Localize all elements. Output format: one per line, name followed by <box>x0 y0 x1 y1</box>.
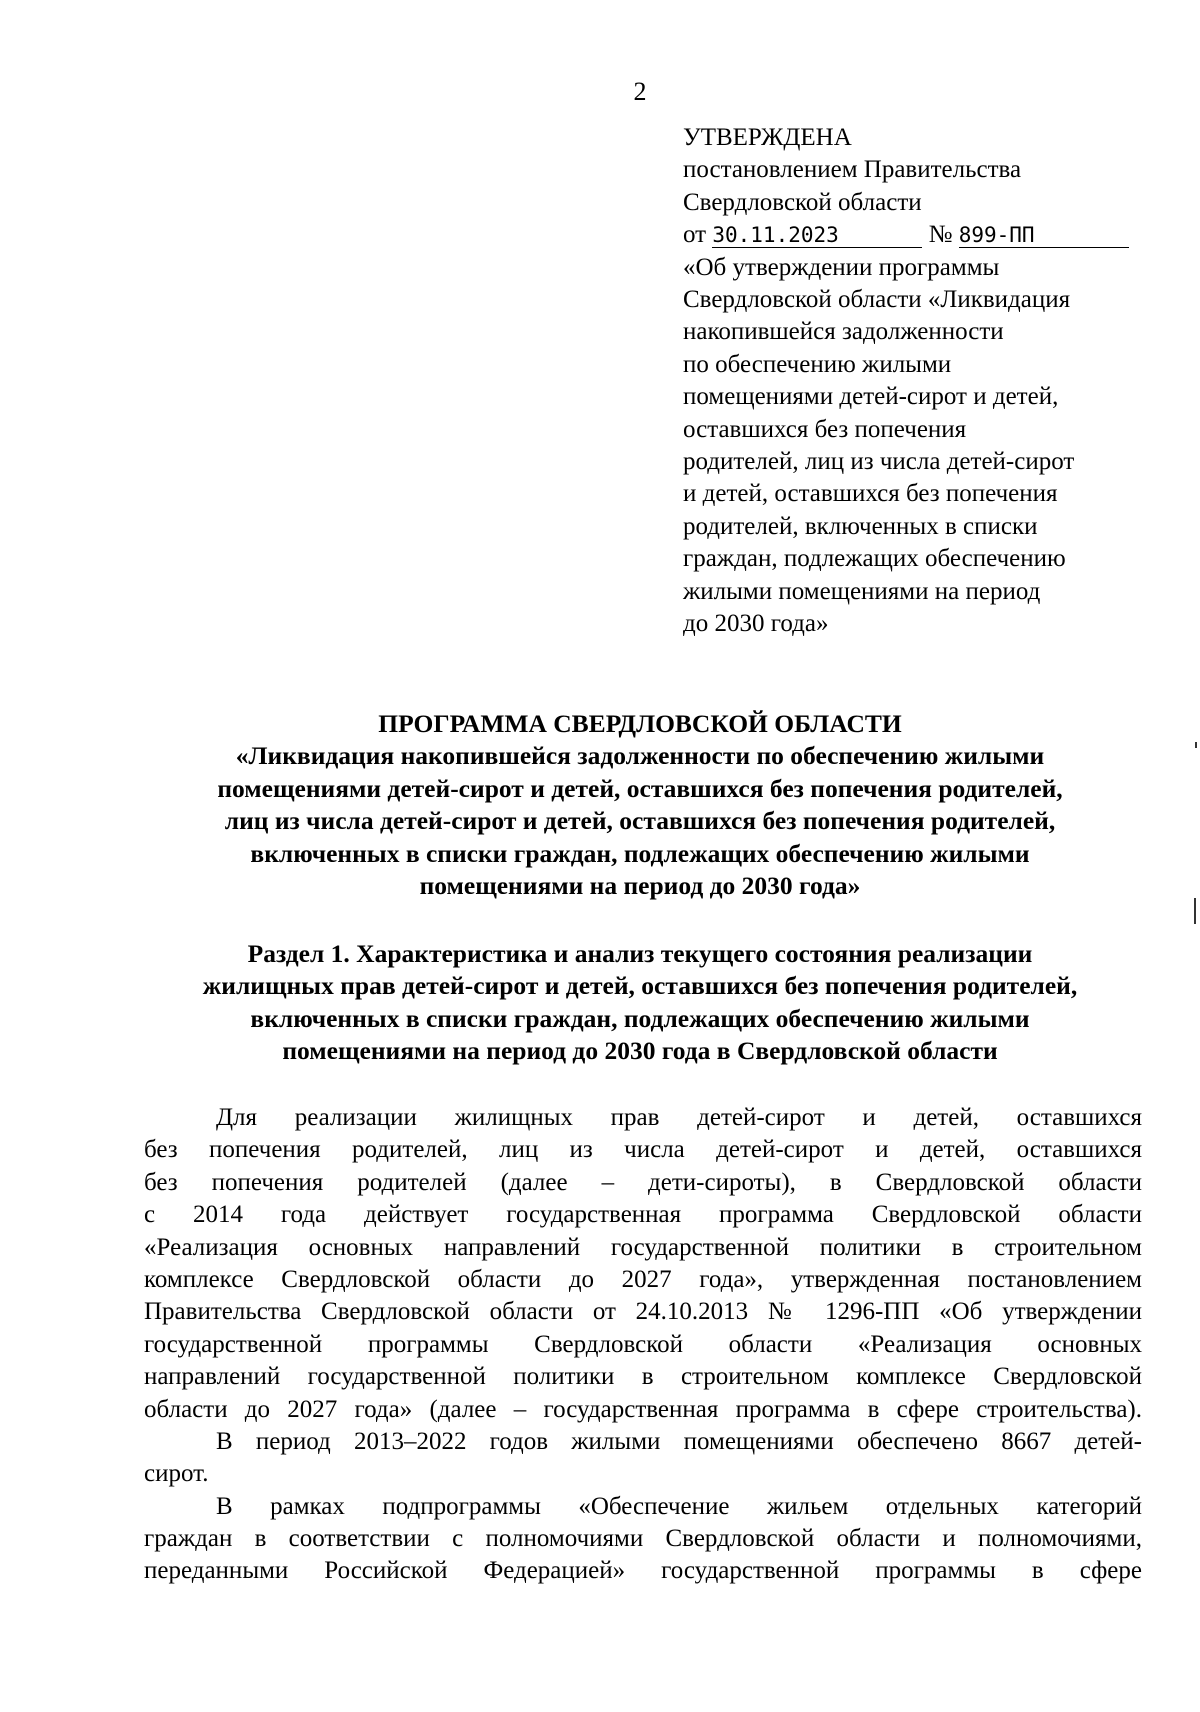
program-title-line: помещениями на период до 2030 года» <box>419 871 861 901</box>
date-field <box>712 223 922 248</box>
body-line: «Реализация основных направлений государственной политики в строительном <box>144 1233 1142 1261</box>
approval-title-line: родителей, включенных в списки <box>683 512 1038 540</box>
body-line: граждан в соответствии с полномочиями Свердловской области и полномочиями, <box>144 1525 1142 1553</box>
scan-mark <box>1195 742 1197 748</box>
approval-title-line: граждан, подлежащих обеспечению <box>683 545 1066 573</box>
approval-title-line: и детей, оставшихся без попечения <box>683 480 1058 508</box>
body-text <box>144 1102 1142 1588</box>
approval-title-line: оставшихся без попечения <box>683 415 967 443</box>
body-line: государственной программы Свердловской области «Реализация основных <box>144 1330 1142 1358</box>
approval-title-line: «Об утверждении программы <box>683 253 1000 281</box>
program-title-line: «Ликвидация накопившейся задолженности по обеспечению жилыми <box>235 741 1045 771</box>
approval-line-2: Свердловской области <box>683 188 922 216</box>
approval-block <box>683 122 1153 641</box>
approval-title-line: до 2030 года» <box>683 610 829 638</box>
program-title <box>130 708 1150 902</box>
body-line: В период 2013–2022 годов жилыми помещениями обеспечено 8667 детей- <box>216 1427 1142 1455</box>
number-prefix: № <box>928 221 953 249</box>
number-field <box>959 223 1129 248</box>
section-title-line: жилищных прав детей-сирот и детей, оставшихся без попечения родителей, <box>202 971 1078 1001</box>
approval-heading: УТВЕРЖДЕНА <box>683 124 852 151</box>
page-number: 2 <box>633 77 647 106</box>
body-line: без попечения родителей, лиц из числа детей-сирот и детей, оставшихся <box>144 1136 1142 1164</box>
approval-title-line: родителей, лиц из числа детей-сирот <box>683 448 1075 476</box>
program-title-line: ПРОГРАММА СВЕРДЛОВСКОЙ ОБЛАСТИ <box>378 709 902 738</box>
approval-title-line: жилыми помещениями на период <box>683 577 1041 605</box>
body-line: сирот. <box>144 1460 209 1488</box>
body-line: В рамках подпрограммы «Обеспечение жильем отдельных категорий <box>216 1492 1142 1520</box>
approval-date-line <box>683 219 1153 251</box>
body-line: Для реализации жилищных прав детей-сирот и детей, оставшихся <box>216 1104 1142 1131</box>
program-title-line: лиц из числа детей-сирот и детей, оставшихся без попечения родителей, <box>224 806 1056 836</box>
body-line: без попечения родителей (далее – дети-сироты), в Свердловской области <box>144 1168 1142 1196</box>
body-line: направлений государственной политики в строительном комплексе Свердловской <box>144 1363 1142 1391</box>
approval-title-line: помещениями детей-сирот и детей, <box>683 383 1059 411</box>
approval-line-1: постановлением Правительства <box>683 156 1022 184</box>
body-line: области до 2027 года» (далее – государственная программа в сфере строительства). <box>144 1395 1142 1423</box>
date-prefix: от <box>683 221 707 249</box>
body-line: Правительства Свердловской области от 24.10.2013 № 1296-ПП «Об утверждении <box>144 1298 1142 1326</box>
body-line: с 2014 года действует государственная программа Свердловской области <box>144 1201 1142 1229</box>
section-title-line: помещениями на период до 2030 года в Свердловской области <box>282 1036 998 1066</box>
number-value: 899-ПП <box>958 223 1035 248</box>
scan-mark <box>1194 898 1196 924</box>
body-line: комплексе Свердловской области до 2027 года», утвержденная постановлением <box>144 1265 1142 1293</box>
approval-title-line: накопившейся задолженности <box>683 318 1004 346</box>
section-title <box>130 938 1150 1068</box>
approval-title-line: Свердловской области «Ликвидация <box>683 286 1071 314</box>
program-title-line: включенных в списки граждан, подлежащих обеспечению жилыми <box>250 838 1030 868</box>
approval-title-line: по обеспечению жилыми <box>683 350 952 378</box>
date-value: 30.11.2023 <box>712 223 839 248</box>
section-title-line: Раздел 1. Характеристика и анализ текущего состояния реализации <box>247 939 1033 968</box>
program-title-line: помещениями детей-сирот и детей, оставшихся без попечения родителей, <box>217 773 1063 803</box>
body-line: переданными Российской Федерацией» государственной программы в сфере <box>144 1557 1142 1585</box>
section-title-line: включенных в списки граждан, подлежащих обеспечению жилыми <box>250 1003 1030 1033</box>
